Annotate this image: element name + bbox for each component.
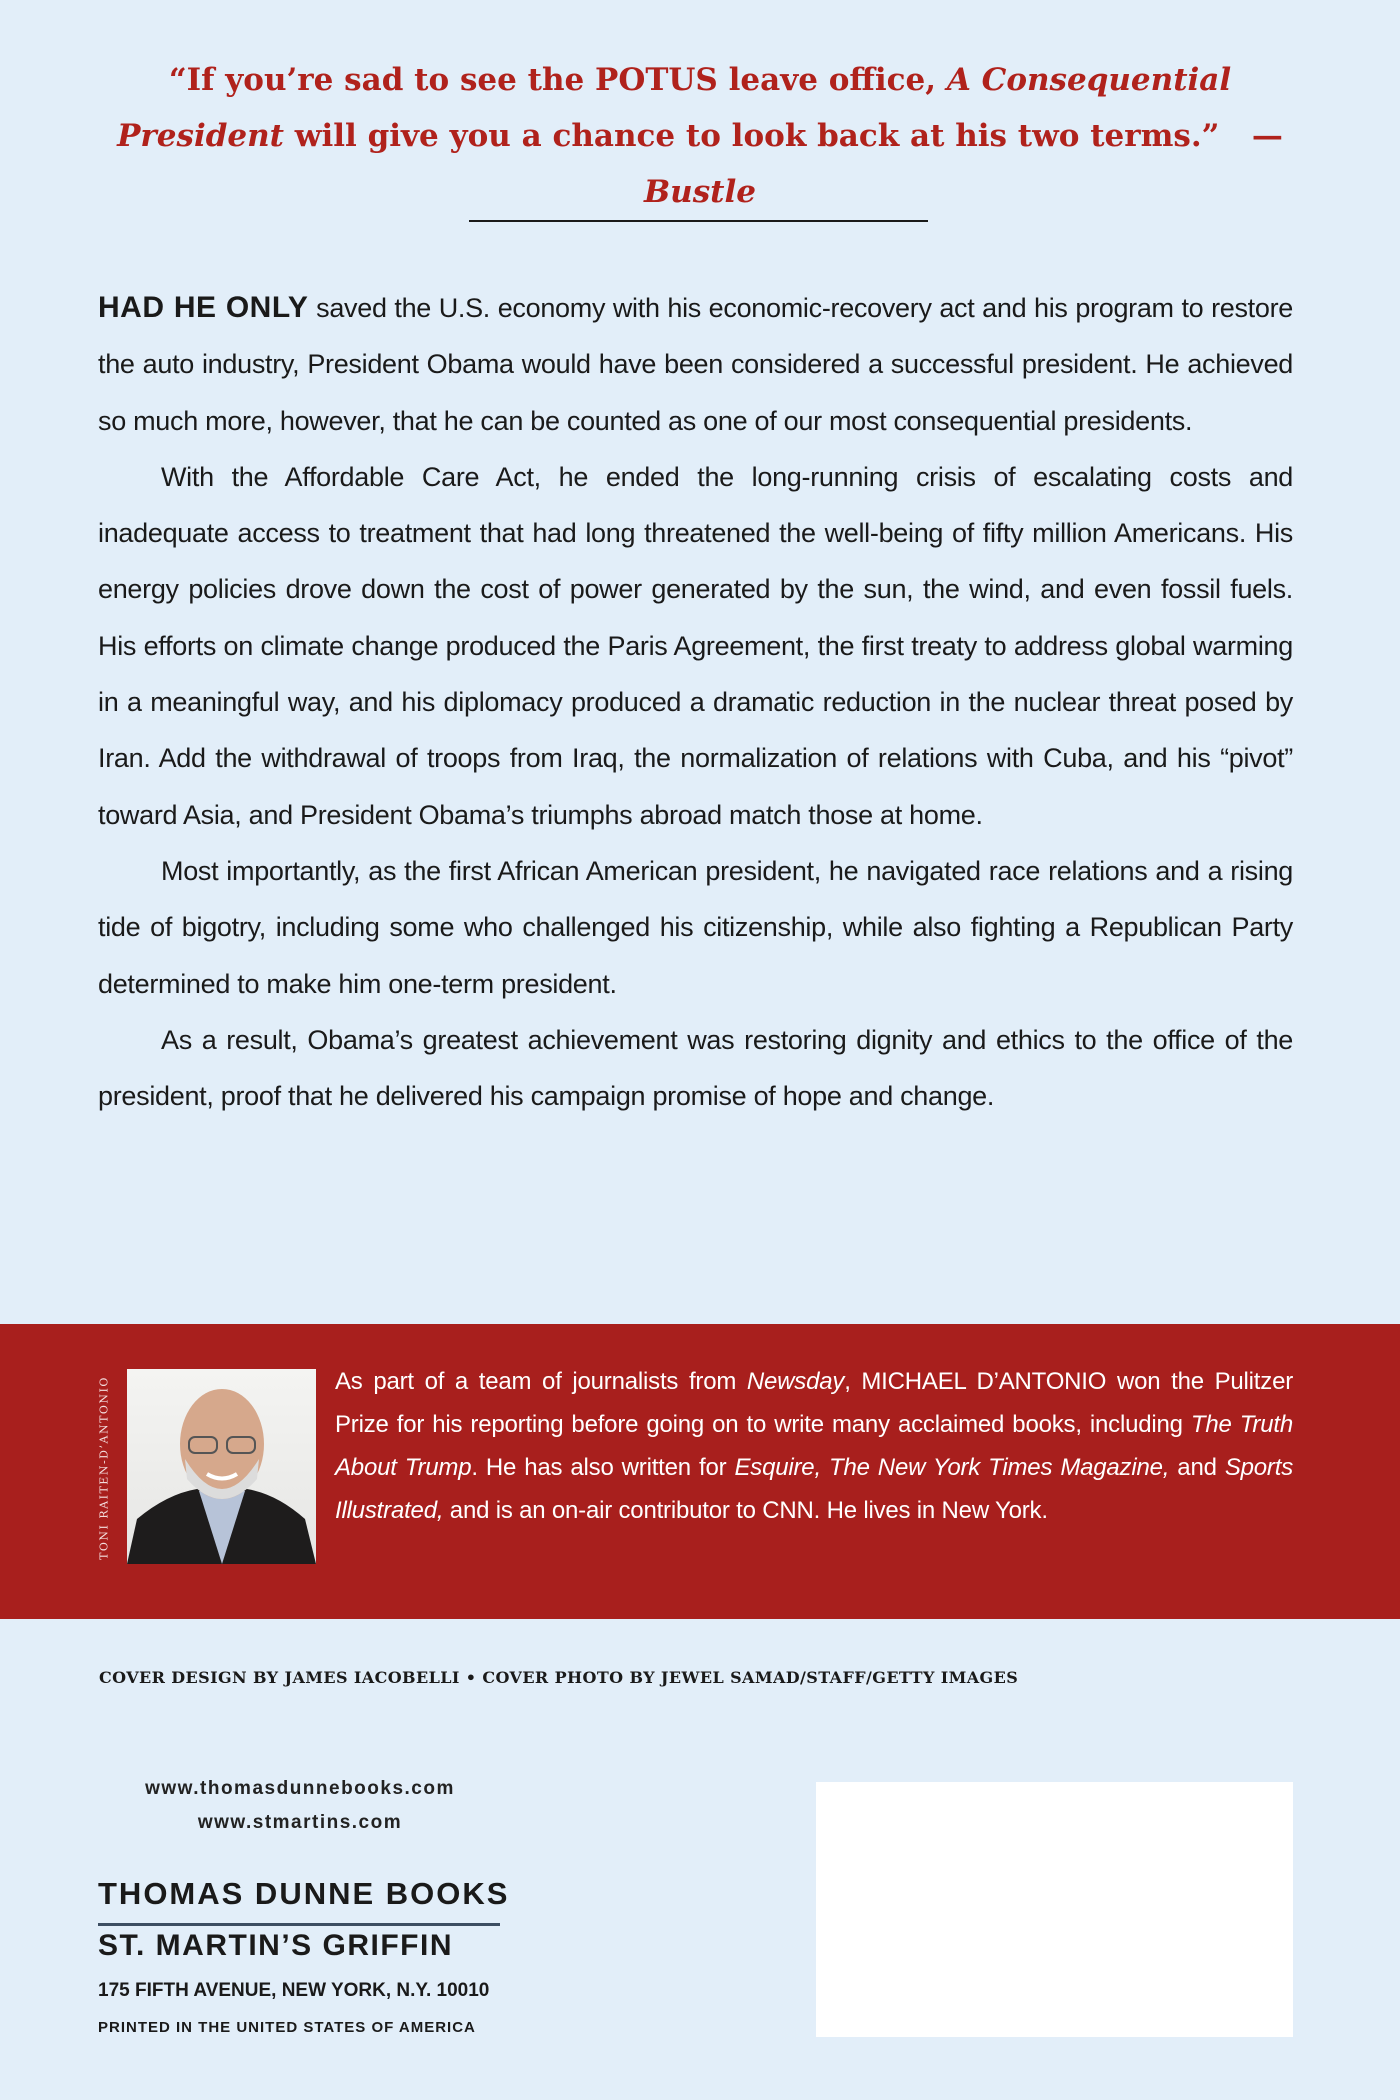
bio-sports-illustrated: Sports Illustrated, xyxy=(335,1454,1293,1524)
bio-newsday: Newsday xyxy=(746,1368,845,1395)
barcode-area xyxy=(816,1782,1293,2037)
bio-text: , MICHAEL D’ANTONIO won the Pulitzer Prize for his reporting before going on to write many acclaimed books, including xyxy=(335,1368,1294,1438)
author-photo xyxy=(127,1369,316,1564)
bio-text: . He has also written for xyxy=(471,1454,735,1481)
lead-in: HAD HE ONLY xyxy=(98,291,309,324)
website-link[interactable]: www.thomasdunnebooks.com xyxy=(145,1778,455,1799)
imprint-divider xyxy=(98,1923,500,1926)
author-bio xyxy=(335,1360,1293,1532)
bio-text: and xyxy=(1169,1454,1225,1481)
paragraph: With the Affordable Care Act, he ended the long-running crisis of escalating costs and inadequate access to treatment that had long threatened the well-being of fifty million Americans. His energy policies drove down the cost of power generated by the sun, the wind, and even fossil fuels. His efforts on climate change produced the Paris Agreement, the first treaty to address global warming in a meaningful way, and his diplomacy produced a dramatic reduction in the nuclear threat posed by Iran. Add the withdrawal of troops from Iraq, the normalization of relations with Cuba, and his “pivot” toward Asia, and President Obama’s triumphs abroad match those at home. xyxy=(98,461,1293,830)
paragraph: As a result, Obama’s greatest achievement was restoring dignity and ethics to the office of the president, proof that he delivered his campaign promise of hope and change. xyxy=(98,1024,1293,1112)
quote-text: “If you’re sad to see the POTUS leave office, xyxy=(168,62,947,98)
quote-book-title: A Consequential President xyxy=(117,62,1232,154)
bio-text: and is an on-air contributor to CNN. He lives in New York. xyxy=(443,1497,1048,1524)
divider xyxy=(469,220,928,222)
website-link[interactable]: www.stmartins.com xyxy=(197,1812,403,1833)
cover-credits: COVER DESIGN BY JAMES IACOBELLI • COVER PHOTO BY JEWEL SAMAD/STAFF/GETTY IMAGES xyxy=(99,1668,1019,1687)
bio-book-title: The Truth About Trump xyxy=(335,1411,1293,1481)
publisher-address: 175 FIFTH AVENUE, NEW YORK, N.Y. 10010 xyxy=(98,1980,490,2001)
paragraph: Most importantly, as the first African American president, he navigated race relations and a rising tide of bigotry, including some who challenged his citizenship, while also fighting a Republican Party determined to make him one-term president. xyxy=(98,855,1293,999)
bio-text: As part of a team of journalists from xyxy=(335,1368,747,1395)
quote-dash: — xyxy=(1251,118,1283,154)
imprint-st-martins: ST. MARTIN’S GRIFFIN xyxy=(98,1929,453,1962)
paragraph xyxy=(98,280,1293,449)
imprint-thomas-dunne: THOMAS DUNNE BOOKS xyxy=(98,1876,510,1911)
bio-publications: Esquire, The New York Times Magazine, xyxy=(734,1454,1170,1481)
paragraph-text: saved the U.S. economy with his economic-recovery act and his program to restore the auto industry, President Obama would have been considered a successful president. He achieved so much more, however, that he can be counted as one of our most consequential presidents. xyxy=(98,293,1293,436)
photo-credit xyxy=(92,1370,116,1566)
photo-credit-text: TONI RAITEN-D’ANTONIO xyxy=(97,1376,111,1560)
quote-text-end: will give you a chance to look back at his two terms.” xyxy=(283,118,1220,154)
blurb-quote xyxy=(100,52,1300,220)
quote-source: Bustle xyxy=(643,174,756,210)
description xyxy=(98,280,1293,1124)
printed-in: PRINTED IN THE UNITED STATES OF AMERICA xyxy=(98,2019,476,2036)
